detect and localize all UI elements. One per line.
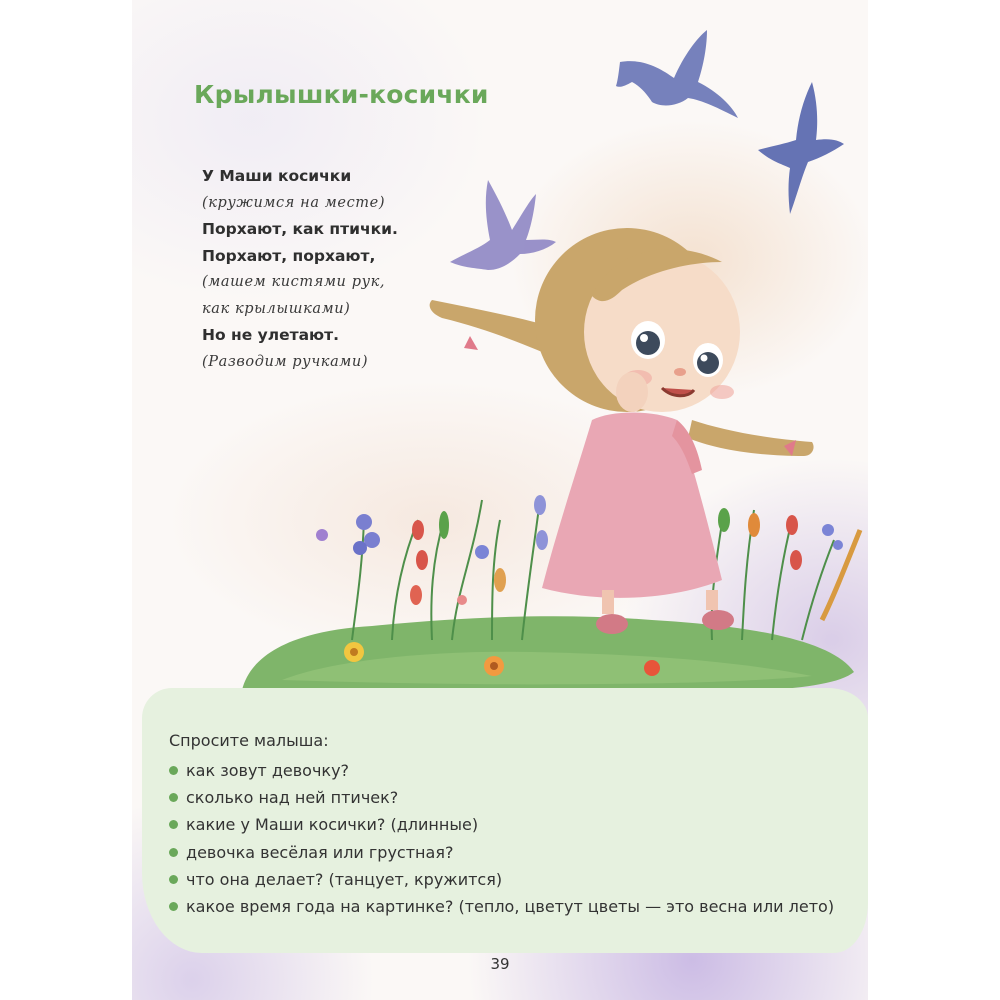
questions-list [169, 757, 849, 920]
poem-action-line: (Разводим ручками) [202, 353, 369, 370]
book-page [132, 0, 868, 1000]
poem-action-line: (кружимся на месте) [202, 194, 386, 211]
question-item: сколько над ней птичек? [169, 784, 849, 811]
poem-line: Порхают, как птички. [202, 220, 398, 238]
bird-left [450, 180, 556, 270]
girl-illustration [430, 228, 814, 634]
question-item: что она делает? (танцует, кружится) [169, 866, 849, 893]
question-item: девочка весёлая или грустная? [169, 839, 849, 866]
poem-line: Но не улетают. [202, 326, 339, 344]
poem-action-line: как крылышками) [202, 300, 351, 317]
page-number: 39 [490, 955, 510, 973]
poem [202, 163, 398, 375]
questions-intro: Спросите малыша: [169, 731, 329, 750]
question-item: какое время года на картинке? (тепло, цветут цветы — это весна или лето) [169, 893, 849, 920]
question-item: какие у Маши косички? (длинные) [169, 811, 849, 838]
poem-line: Порхают, порхают, [202, 246, 376, 265]
questions-block [169, 729, 849, 920]
bird-right [758, 82, 844, 214]
page-title: Крылышки-косички [194, 80, 489, 109]
poem-line: У Маши косички [202, 167, 352, 185]
bird-top-right [616, 30, 738, 118]
poem-action-line: (машем кистями рук, [202, 274, 386, 290]
question-item: как зовут девочку? [169, 757, 849, 784]
